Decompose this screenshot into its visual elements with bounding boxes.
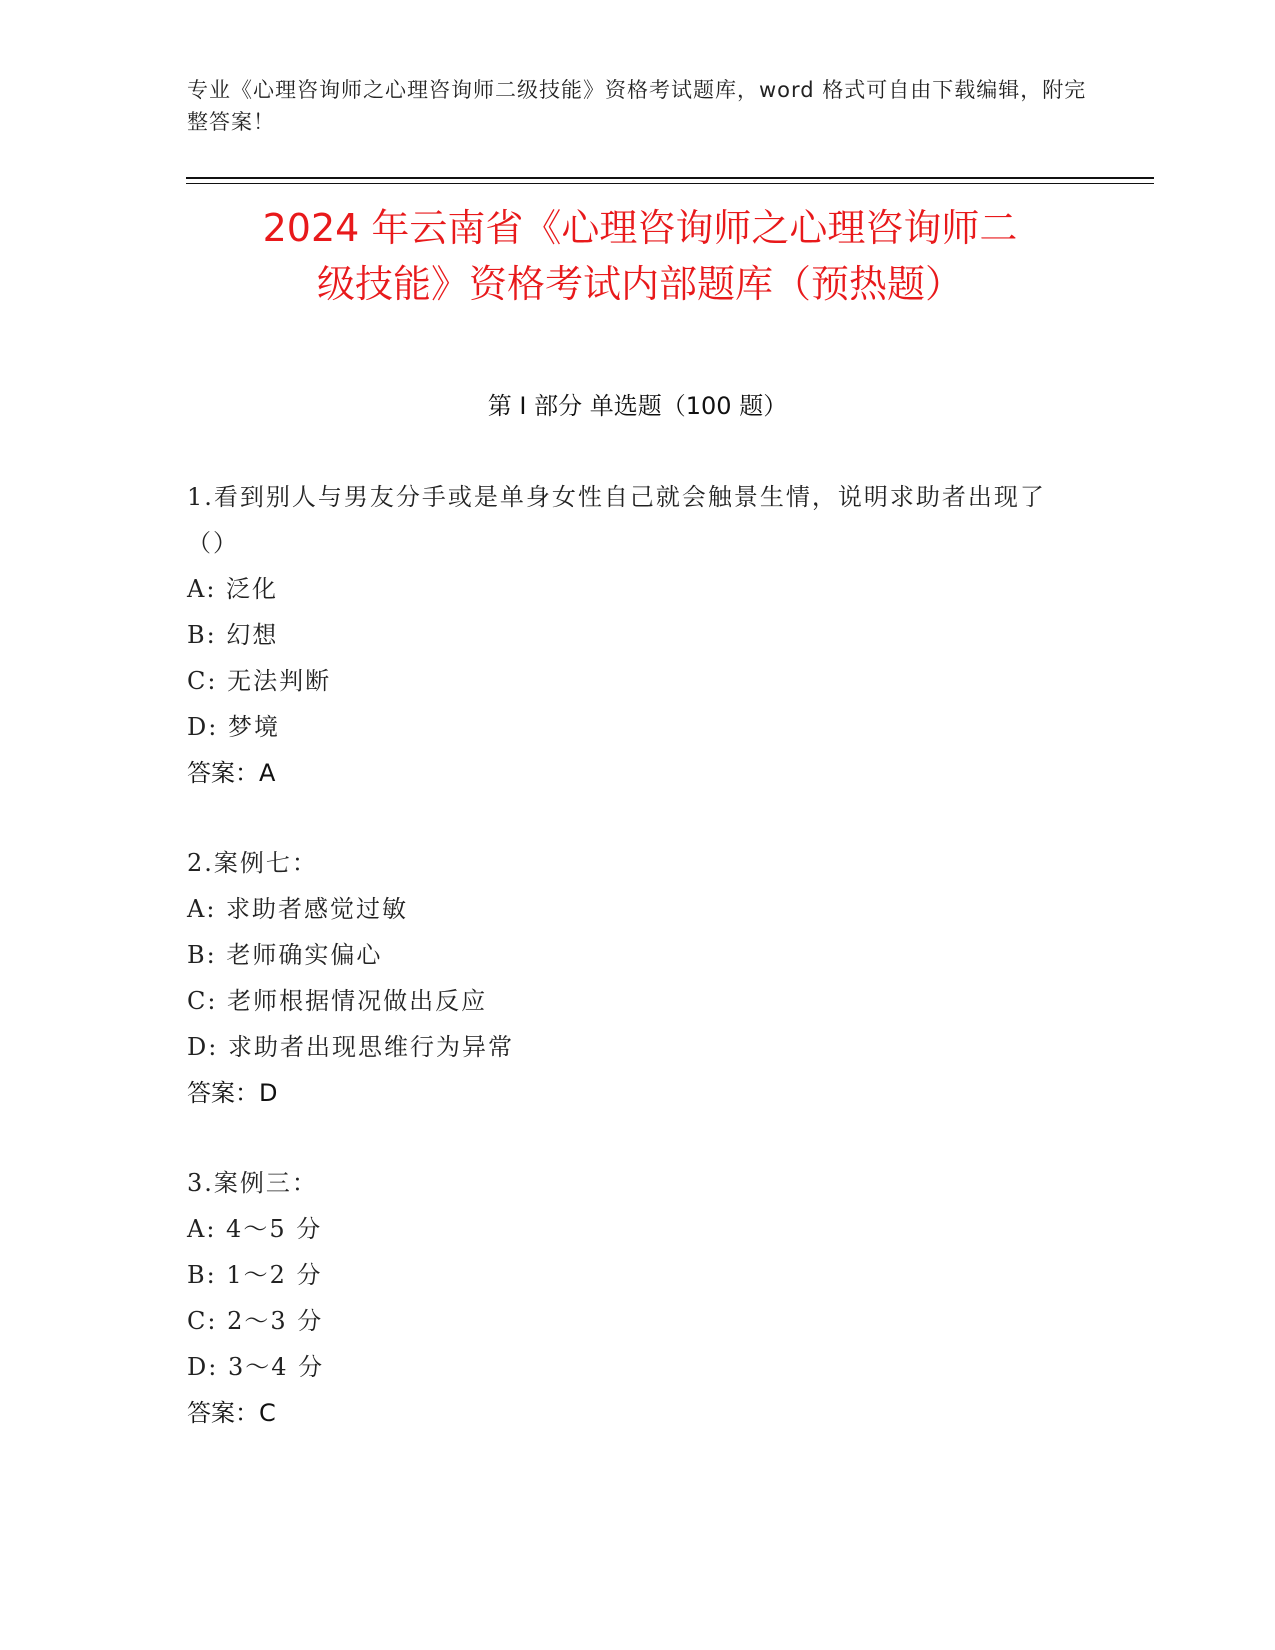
option-c: C: 老师根据情况做出反应 [187,987,488,1015]
answer-line: 答案：C [187,1399,276,1427]
answer-line: 答案：A [187,759,276,787]
header-divider-thin [186,183,1154,184]
option-a: A: 泛化 [187,575,279,603]
option-b: B: 老师确实偏心 [187,941,383,969]
option-b: B: 1～2 分 [187,1261,323,1289]
option-a: A: 求助者感觉过敏 [187,895,409,923]
question-stem: 1.看到别人与男友分手或是单身女性自己就会触景生情，说明求助者出现了（） [187,483,1046,557]
question-list [187,474,1067,1480]
question-stem: 3.案例三： [187,1169,318,1197]
option-d: D: 求助者出现思维行为异常 [187,1033,514,1061]
header-divider-thick [186,177,1154,179]
question-item [187,840,1067,1116]
question-item [187,474,1067,796]
document-title [190,200,1090,312]
option-d: D: 梦境 [187,713,280,741]
option-c: C: 无法判断 [187,667,332,695]
question-stem: 2.案例七： [187,849,318,877]
answer-line: 答案：D [187,1079,278,1107]
option-d: D: 3～4 分 [187,1353,325,1381]
document-title-line1: 2024 年云南省《心理咨询师之心理咨询师二 [262,206,1018,250]
document-title-line2: 级技能》资格考试内部题库（预热题） [316,262,963,306]
section-title: 第 I 部分 单选题（100 题） [487,392,788,420]
header-note: 专业《心理咨询师之心理咨询师二级技能》资格考试题库，word 格式可自由下载编辑，附完整答案！ [187,78,1087,134]
question-item [187,1160,1067,1436]
option-b: B: 幻想 [187,621,279,649]
option-a: A: 4～5 分 [187,1215,323,1243]
option-c: C: 2～3 分 [187,1307,324,1335]
